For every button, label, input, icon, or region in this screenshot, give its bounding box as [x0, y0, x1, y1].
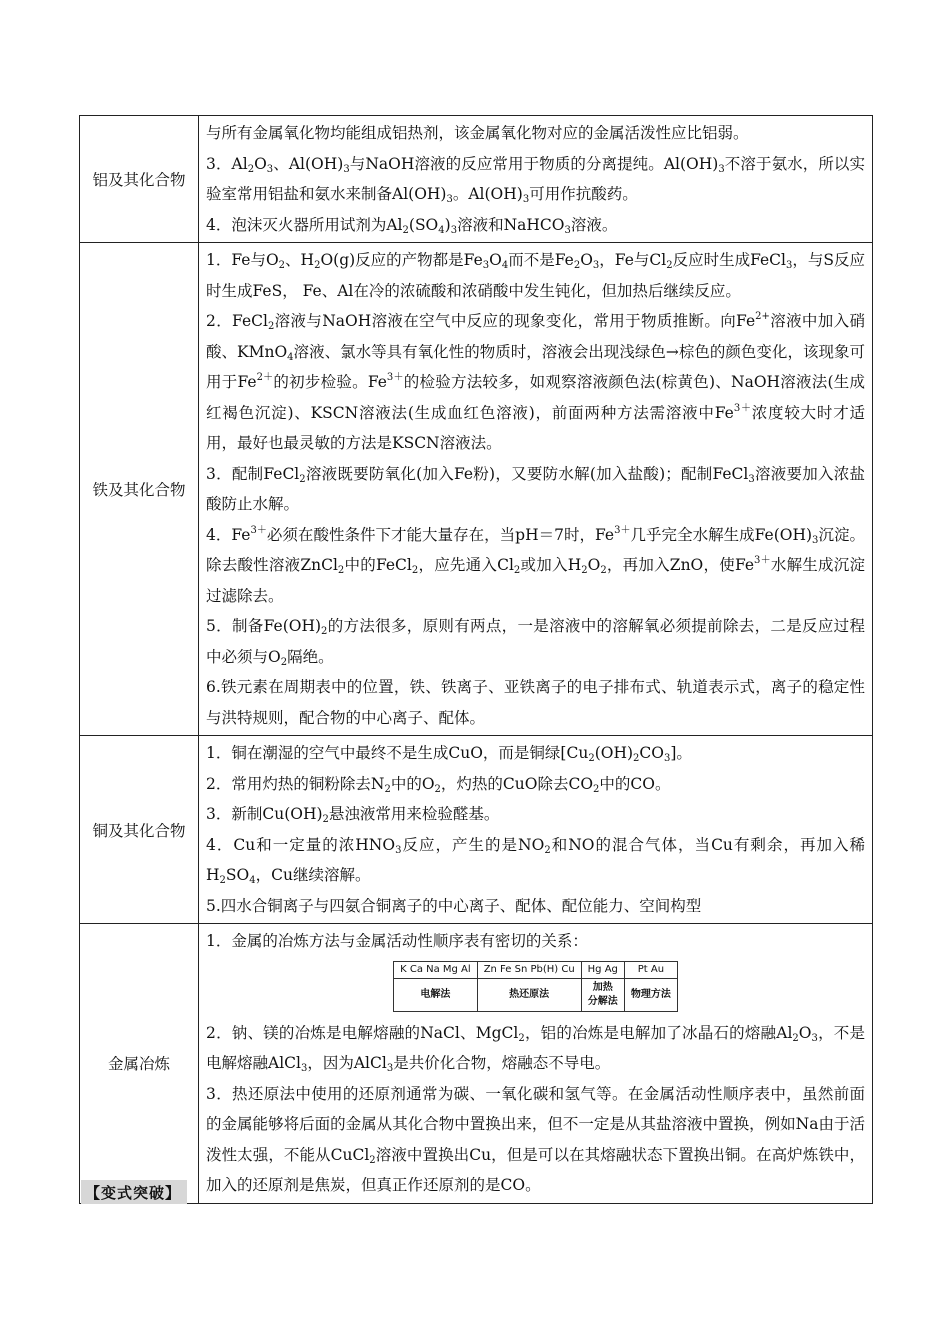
metal-group: Zn Fe Sn Pb(H) Cu [477, 961, 581, 978]
topic-cell: 铁及其化合物 [80, 243, 199, 736]
point: 2．钠、镁的冶炼是电解熔融的NaCl、MgCl$_2$，铝的冶炼是电解加了冰晶石的熔融$Al_2O_3$，不是电解熔融AlCl$_3$，因为AlCl$_3$是共价化合物，熔融态不导电。 [206, 1023, 866, 1074]
points-cell [199, 924, 873, 1204]
point: 1．金属的冶炼方法与金属活动性顺序表有密切的关系： [206, 932, 588, 950]
point: 2．常用灼热的铜粉除去$N_2$中的$O_2$，灼热的CuO除去$CO_2$中的CO。 [206, 774, 671, 795]
points-cell [199, 116, 873, 243]
point: 4．泡沫灭火器所用试剂为$Al_2(SO_4)_3$溶液和NaHCO$_3$溶液。 [206, 215, 618, 236]
point: 5．制备$Fe(OH)_2$的方法很多，原则有两点，一是溶液中的溶解氧必须提前除去，二是反应过程中必须与$O_2$隔绝。 [206, 617, 865, 668]
point: 3．配制FeCl$_2$溶液既要防氧化(加入Fe粉)，又要防水解(加入盐酸)；配制FeCl$_3$溶液要加入浓盐酸防止水解。 [206, 464, 865, 513]
point: 4．$Fe^{3+}$必须在酸性条件下才能大量存在，当pH＝7时，$Fe^{3+}$几乎完全水解生成$Fe(OH)_3$沉淀。除去酸性溶液ZnCl$_2$中的FeCl$_2$，应先通入$Cl_2$或加入$H_2O_2$，再加入ZnO，使$Fe^{3+}$水解生成沉淀过滤除去。 [206, 524, 865, 605]
point: 5.四水合铜离子与四氨合铜离子的中心离子、配体、配位能力、空间构型 [206, 896, 702, 915]
point: 3．新制$Cu(OH)_2$悬浊液常用来检验醛基。 [206, 805, 500, 825]
section-aluminum [80, 116, 873, 243]
metal-activity-table [393, 961, 678, 1012]
point: 6.铁元素在周期表中的位置，铁、铁离子、亚铁离子的电子排布式、轨道表示式，离子的稳定性与洪特规则，配合物的中心离子、配体。 [206, 678, 865, 727]
topic-cell: 铝及其化合物 [80, 116, 199, 243]
points-cell [199, 243, 873, 736]
point: 3．热还原法中使用的还原剂通常为碳、一氧化碳和氢气等。在金属活动性顺序表中，虽然前面的金属能够将后面的金属从其化合物中置换出来，但不一定是从其盐溶液中置换，例如Na由于活泼性太强，不能从CuCl$_2$溶液中置换出Cu，但是可以在其熔融状态下置换出铜。在高炉炼铁中，加入的还原剂是焦炭，但真正作还原剂的是CO。 [206, 1084, 865, 1194]
section-label: 【变式突破】 [81, 1180, 187, 1204]
method: 电解法 [394, 978, 478, 1011]
point: 3．$Al_2O_3$、$Al(OH)_3$与NaOH溶液的反应常用于物质的分离提纯。$Al(OH)_3$不溶于氨水，所以实验室常用铝盐和氨水来制备$Al(OH)_3$。$Al(OH)_3$可用作抗酸药。 [206, 154, 865, 205]
point: 1．铜在潮湿的空气中最终不是生成CuO，而是铜绿$[Cu_2(OH)_2CO_3]$。 [206, 744, 692, 764]
notes-table [79, 115, 873, 1204]
metal-group: K Ca Na Mg Al [394, 961, 478, 978]
topic-cell: 铜及其化合物 [80, 736, 199, 924]
method: 加热 分解法 [581, 978, 624, 1011]
section-copper [80, 736, 873, 924]
point: 与所有金属氧化物均能组成铝热剂，该金属氧化物对应的金属活泼性应比铝弱。 [206, 124, 749, 142]
point: 1．Fe与$O_2$、$H_2O(g)$反应的产物都是$Fe_3O_4$而不是$Fe_2O_3$，Fe与$Cl_2$反应时生成FeCl$_3$，与S反应时生成FeS， Fe、Al在冷的浓硫酸和浓硝酸中发生钝化，但加热后继续反应。 [206, 251, 865, 300]
point: 4．Cu和一定量的浓$HNO_3$反应，产生的是$NO_2$和NO的混合气体，当Cu有剩余，再加入稀$H_2SO_4$，Cu继续溶解。 [206, 835, 865, 886]
section-metallurgy [80, 924, 873, 1204]
point: 2．FeCl$_2$溶液与NaOH溶液在空气中反应的现象变化，常用于物质推断。向$Fe^{2+}$溶液中加入硝酸、KMnO$_4$溶液、氯水等具有氧化性的物质时，溶液会出现浅绿色→棕色的颜色变化，该现象可用于$Fe^{2+}$的初步检验。$Fe^{3+}$的检验方法较多，如观察溶液颜色法(棕黄色)、NaOH溶液法(生成红褐色沉淀)、KSCN溶液法(生成血红色溶液)，前面两种方法需溶液中$Fe^{3+}$浓度较大时才适用，最好也最灵敏的方法是KSCN溶液法。 [206, 311, 865, 452]
method: 热还原法 [477, 978, 581, 1011]
section-iron [80, 243, 873, 736]
topic-cell: 金属冶炼 [80, 924, 199, 1204]
metal-group-row [394, 961, 678, 978]
points-cell [199, 736, 873, 924]
metal-activity-table-wrap [206, 961, 865, 1012]
metal-group: Pt Au [624, 961, 677, 978]
metal-group: Hg Ag [581, 961, 624, 978]
method: 物理方法 [624, 978, 677, 1011]
method-row [394, 978, 678, 1011]
